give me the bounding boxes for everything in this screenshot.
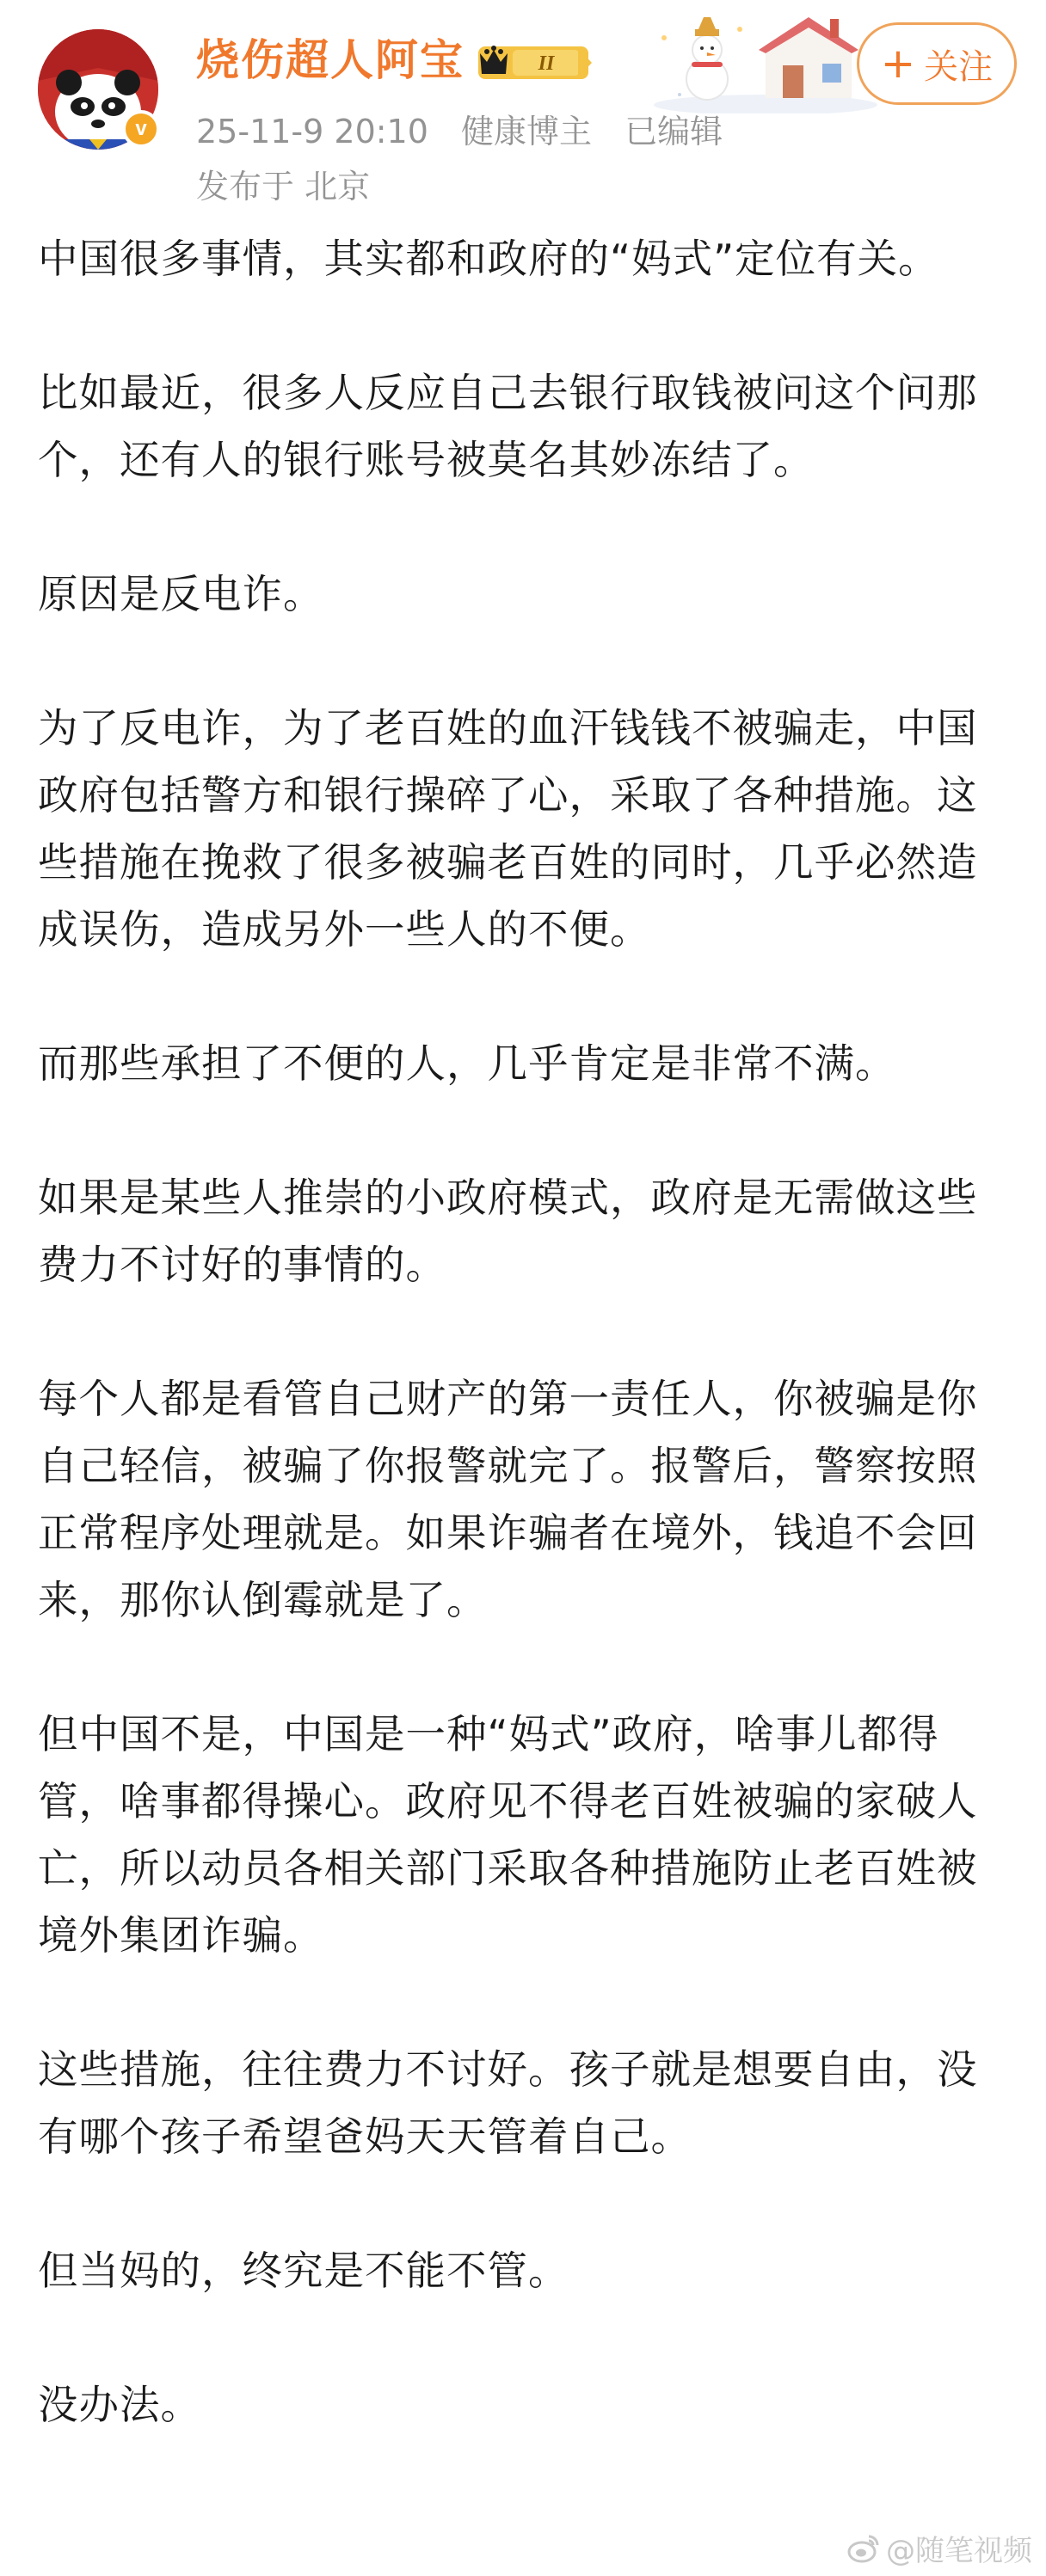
post-header <box>0 0 1046 215</box>
svg-text:II: II <box>538 52 555 75</box>
post-paragraph: 这些措施，往往费力不讨好。孩子就是想要自由，没有哪个孩子希望爸妈天天管着自己。 <box>38 2046 978 2160</box>
author-tag[interactable]: 健康博主 <box>461 113 593 150</box>
post-paragraph: 比如最近，很多人反应自己去银行取钱被问这个问那个，还有人的银行账号被莫名其妙冻结了。 <box>38 370 978 483</box>
level-badge <box>475 41 594 84</box>
post-meta <box>196 110 745 153</box>
post-paragraph: 每个人都是看管自己财产的第一责任人，你被骗是你自己轻信，被骗了你报警就完了。报警后，警察按照正常程序处理就是。如果诈骗者在境外，钱追不会回来，那你认倒霉就是了。 <box>38 1376 978 1623</box>
post-paragraph: 中国很多事情，其实都和政府的“妈式”定位有关。 <box>38 236 939 282</box>
post-body <box>38 225 1010 2505</box>
post-timestamp: 25-11-9 20:10 <box>196 113 428 150</box>
post-paragraph: 如果是某些人推崇的小政府模式，政府是无需做这些费力不讨好的事情的。 <box>38 1175 978 1288</box>
watermark-text: @随笔视频 <box>886 2534 1032 2568</box>
username[interactable]: 烧伤超人阿宝 <box>196 35 465 85</box>
post-location: 发布于 北京 <box>196 168 371 205</box>
follow-button[interactable] <box>857 22 1017 105</box>
verified-badge: v <box>122 110 160 148</box>
edited-label[interactable]: 已编辑 <box>625 113 723 150</box>
weibo-logo-icon <box>846 2531 881 2566</box>
watermark <box>846 2527 1032 2569</box>
plus-icon: + <box>880 40 916 88</box>
post-paragraph: 原因是反电诈。 <box>38 571 324 617</box>
post-paragraph: 没办法。 <box>38 2382 201 2428</box>
post-paragraph: 而那些承担了不便的人，几乎肯定是非常不满。 <box>38 1040 896 1087</box>
follow-button-label: 关注 <box>924 46 994 87</box>
post-paragraph: 但中国不是，中国是一种“妈式”政府，啥事儿都得管，啥事都得操心。政府见不得老百姓被骗的家破人亡，所以动员各相关部门采取各种措施防止老百姓被境外集团诈骗。 <box>38 1711 978 1959</box>
post-paragraph: 为了反电诈，为了老百姓的血汗钱钱不被骗走，中国政府包括警方和银行操碎了心，采取了各种措施。这些措施在挽救了很多被骗老百姓的同时，几乎必然造成误伤，造成另外一些人的不便。 <box>38 705 978 953</box>
snowman-house-decoration-icon <box>654 12 877 113</box>
post-paragraph: 但当妈的，终究是不能不管。 <box>38 2248 569 2294</box>
